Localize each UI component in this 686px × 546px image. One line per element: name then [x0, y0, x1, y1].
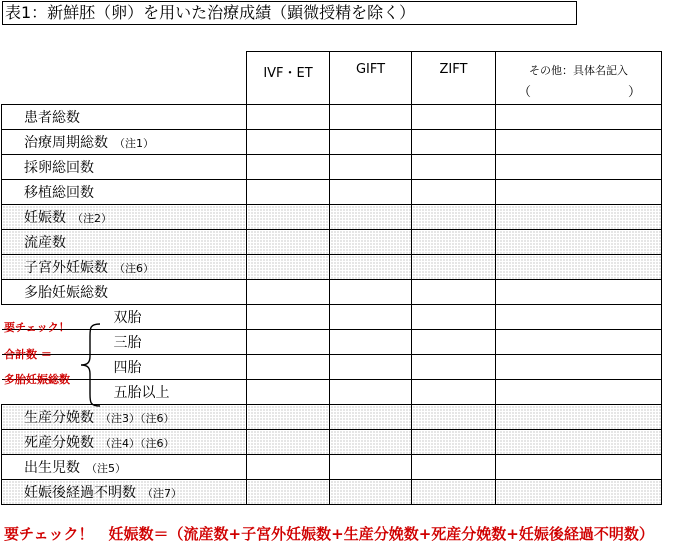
value-cell-ivf-et[interactable] — [247, 380, 330, 405]
value-cell-zift[interactable] — [412, 130, 496, 155]
value-cell-zift[interactable] — [412, 230, 496, 255]
value-cell-ivf-et[interactable] — [247, 155, 330, 180]
row-label: 双胎 — [2, 305, 247, 330]
row-label: 多胎妊娠総数 — [2, 280, 247, 305]
row-note: （注7） — [142, 487, 182, 500]
value-cell-ivf-et[interactable] — [247, 205, 330, 230]
value-cell-other[interactable] — [496, 405, 662, 430]
row-note: （注3）（注6） — [100, 412, 175, 425]
check-note-line1: 要チェック！ — [4, 321, 70, 334]
value-cell-zift[interactable] — [412, 355, 496, 380]
value-cell-gift[interactable] — [330, 130, 412, 155]
value-cell-gift[interactable] — [330, 155, 412, 180]
col-header-ivf-et: IVF・ET — [247, 52, 330, 105]
value-cell-gift[interactable] — [330, 280, 412, 305]
table-row — [2, 280, 662, 305]
table-row — [2, 130, 662, 155]
row-label: 子宮外妊娠数 （注6） — [2, 255, 247, 280]
value-cell-ivf-et[interactable] — [247, 355, 330, 380]
value-cell-zift[interactable] — [412, 380, 496, 405]
value-cell-zift[interactable] — [412, 480, 496, 505]
value-cell-ivf-et[interactable] — [247, 105, 330, 130]
table-row — [2, 205, 662, 230]
value-cell-zift[interactable] — [412, 455, 496, 480]
value-cell-other[interactable] — [496, 230, 662, 255]
value-cell-ivf-et[interactable] — [247, 180, 330, 205]
table-row — [2, 430, 662, 455]
table-row — [2, 155, 662, 180]
value-cell-other[interactable] — [496, 105, 662, 130]
value-cell-gift[interactable] — [330, 430, 412, 455]
value-cell-gift[interactable] — [330, 255, 412, 280]
value-cell-other[interactable] — [496, 255, 662, 280]
value-cell-gift[interactable] — [330, 455, 412, 480]
row-label: 患者総数 — [2, 105, 247, 130]
row-label: 三胎 — [2, 330, 247, 355]
row-note: （注6） — [114, 262, 154, 275]
check-note-line3: 多胎妊娠総数 — [4, 373, 70, 386]
value-cell-gift[interactable] — [330, 405, 412, 430]
value-cell-ivf-et[interactable] — [247, 305, 330, 330]
value-cell-ivf-et[interactable] — [247, 280, 330, 305]
value-cell-other[interactable] — [496, 280, 662, 305]
row-note: （注4）（注6） — [100, 437, 175, 450]
value-cell-ivf-et[interactable] — [247, 430, 330, 455]
value-cell-other[interactable] — [496, 330, 662, 355]
value-cell-other[interactable] — [496, 205, 662, 230]
results-table — [1, 51, 662, 505]
value-cell-zift[interactable] — [412, 305, 496, 330]
table-row — [2, 255, 662, 280]
table-row — [2, 480, 662, 505]
row-label: 流産数 — [2, 230, 247, 255]
table-row — [2, 405, 662, 430]
value-cell-ivf-et[interactable] — [247, 130, 330, 155]
value-cell-zift[interactable] — [412, 330, 496, 355]
row-label: 生産分娩数 （注3）（注6） — [2, 405, 247, 430]
value-cell-ivf-et[interactable] — [247, 230, 330, 255]
value-cell-zift[interactable] — [412, 205, 496, 230]
value-cell-other[interactable] — [496, 480, 662, 505]
value-cell-gift[interactable] — [330, 205, 412, 230]
value-cell-other[interactable] — [496, 380, 662, 405]
curly-brace-icon — [78, 322, 102, 408]
value-cell-gift[interactable] — [330, 230, 412, 255]
value-cell-zift[interactable] — [412, 430, 496, 455]
table-row — [2, 230, 662, 255]
table-title: 表1：新鮮胚（卵）を用いた治療成績（顕微授精を除く） — [2, 1, 577, 25]
value-cell-zift[interactable] — [412, 155, 496, 180]
row-note: （注5） — [86, 462, 126, 475]
value-cell-ivf-et[interactable] — [247, 480, 330, 505]
col-header-other — [496, 52, 662, 105]
row-label: 四胎 — [2, 355, 247, 380]
value-cell-other[interactable] — [496, 430, 662, 455]
other-name-field[interactable]: （ ） — [518, 85, 641, 100]
value-cell-other[interactable] — [496, 305, 662, 330]
row-label: 死産分娩数 （注4）（注6） — [2, 430, 247, 455]
value-cell-ivf-et[interactable] — [247, 455, 330, 480]
value-cell-gift[interactable] — [330, 380, 412, 405]
row-label: 五胎以上 — [2, 380, 247, 405]
value-cell-ivf-et[interactable] — [247, 330, 330, 355]
table-row — [2, 455, 662, 480]
value-cell-ivf-et[interactable] — [247, 255, 330, 280]
other-label: その他：具体名記入 — [529, 64, 628, 77]
value-cell-gift[interactable] — [330, 480, 412, 505]
value-cell-other[interactable] — [496, 130, 662, 155]
value-cell-gift[interactable] — [330, 105, 412, 130]
value-cell-zift[interactable] — [412, 105, 496, 130]
value-cell-other[interactable] — [496, 155, 662, 180]
table-row — [2, 180, 662, 205]
footer-check-note: 要チェック！ 妊娠数＝（流産数+子宮外妊娠数+生産分娩数+死産分娩数+妊娠後経過不明数） — [4, 525, 654, 543]
row-label: 妊娠後経過不明数 （注7） — [2, 480, 247, 505]
col-header-gift: GIFT — [330, 52, 412, 105]
col-header-zift: ZIFT — [412, 52, 496, 105]
row-note: （注1） — [114, 137, 154, 150]
row-label: 治療周期総数 （注1） — [2, 130, 247, 155]
value-cell-other[interactable] — [496, 455, 662, 480]
value-cell-zift[interactable] — [412, 405, 496, 430]
value-cell-other[interactable] — [496, 355, 662, 380]
row-note: （注2） — [72, 212, 112, 225]
table-row — [2, 105, 662, 130]
row-label: 妊娠数 （注2） — [2, 205, 247, 230]
value-cell-ivf-et[interactable] — [247, 405, 330, 430]
row-label: 出生児数 （注5） — [2, 455, 247, 480]
value-cell-gift[interactable] — [330, 180, 412, 205]
row-label: 移植総回数 — [2, 180, 247, 205]
value-cell-gift[interactable] — [330, 305, 412, 330]
header-blank-cell — [2, 52, 247, 105]
value-cell-gift[interactable] — [330, 355, 412, 380]
value-cell-other[interactable] — [496, 180, 662, 205]
value-cell-zift[interactable] — [412, 255, 496, 280]
value-cell-zift[interactable] — [412, 180, 496, 205]
value-cell-gift[interactable] — [330, 330, 412, 355]
row-label: 採卵総回数 — [2, 155, 247, 180]
value-cell-zift[interactable] — [412, 280, 496, 305]
header-row — [2, 52, 662, 105]
check-note-line2: 合計数 ＝ — [4, 348, 52, 361]
